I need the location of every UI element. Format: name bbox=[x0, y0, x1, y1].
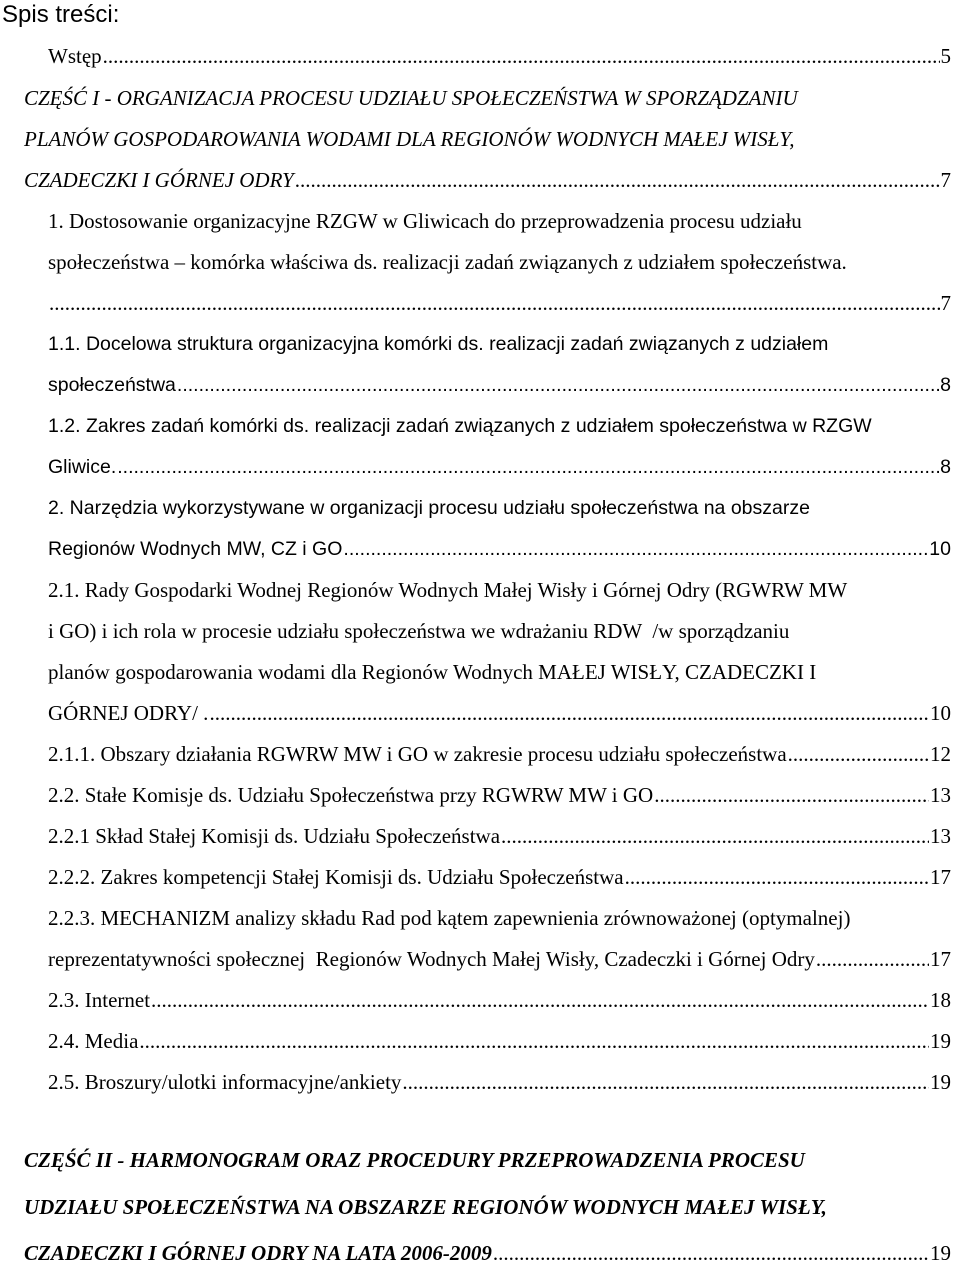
toc-entry-part-2-line-3[interactable] bbox=[24, 1238, 951, 1268]
toc-page-number: 17 bbox=[930, 865, 951, 889]
toc-page-number: 7 bbox=[940, 291, 951, 315]
toc-entry-text: i GO) i ich rola w procesie udziału społeczeństwa we wdrażaniu RDW /w sporządzaniu bbox=[48, 619, 790, 643]
dot-leader bbox=[151, 985, 929, 1015]
toc-page-number: 7 bbox=[940, 168, 951, 192]
toc-entry-text: CZĘŚĆ I - ORGANIZACJA PROCESU UDZIAŁU SPOŁECZEŃSTWA W SPORZĄDZANIU bbox=[24, 86, 798, 110]
toc-page-number: 10 bbox=[929, 538, 951, 560]
toc-entry-2-2-3-line-1[interactable] bbox=[48, 903, 951, 933]
toc-entry-1-2-line-2[interactable] bbox=[48, 452, 951, 482]
toc-entry-text: społeczeństwa bbox=[48, 374, 176, 396]
toc-page-number: 8 bbox=[940, 456, 951, 478]
dot-leader bbox=[103, 41, 940, 71]
toc-entry-part-2-line-1[interactable] bbox=[24, 1145, 951, 1175]
toc-entry-text: GÓRNEJ ODRY/ . bbox=[48, 701, 209, 725]
dot-leader bbox=[295, 165, 940, 195]
toc-entry-text: reprezentatywności społecznej Regionów Wodnych Małej Wisły, Czadeczki i Górnej Odry bbox=[48, 947, 815, 971]
toc-entry-text: 2.3. Internet bbox=[48, 988, 151, 1012]
toc-entry-part-1-line-1[interactable] bbox=[24, 83, 951, 113]
toc-entry-2-5[interactable] bbox=[48, 1067, 951, 1097]
toc-entry-2-4[interactable] bbox=[48, 1026, 951, 1056]
dot-leader bbox=[625, 862, 929, 892]
toc-page-number: 8 bbox=[940, 374, 951, 396]
toc-entry-text: 2.2. Stałe Komisje ds. Udziału Społeczeństwa przy RGWRW MW i GO bbox=[48, 783, 654, 807]
dot-leader bbox=[209, 698, 929, 728]
toc-heading: Spis treści: bbox=[2, 1, 120, 28]
toc-entry-text: PLANÓW GOSPODAROWANIA WODAMI DLA REGIONÓW WODNYCH MAŁEJ WISŁY, bbox=[24, 127, 795, 151]
dot-leader bbox=[117, 452, 939, 482]
toc-entry-intro[interactable] bbox=[48, 41, 951, 71]
toc-entry-2-line-1[interactable] bbox=[48, 493, 951, 523]
toc-entry-2-2-2[interactable] bbox=[48, 862, 951, 892]
toc-entry-2-1-line-3[interactable] bbox=[48, 657, 951, 687]
toc-entry-1-line-1[interactable] bbox=[48, 206, 951, 236]
dot-leader bbox=[788, 739, 929, 769]
toc-entry-text: UDZIAŁU SPOŁECZEŃSTWA NA OBSZARZE REGIONÓW WODNYCH MAŁEJ WISŁY, bbox=[24, 1195, 827, 1219]
dot-leader bbox=[139, 1026, 929, 1056]
toc-entry-1-1-line-2[interactable] bbox=[48, 370, 951, 400]
toc-entry-2-1-line-2[interactable] bbox=[48, 616, 951, 646]
toc-entry-2-line-2[interactable] bbox=[48, 534, 951, 564]
dot-leader bbox=[177, 370, 939, 400]
toc-entry-text: 2.1. Rady Gospodarki Wodnej Regionów Wodnych Małej Wisły i Górnej Odry (RGWRW MW bbox=[48, 578, 848, 602]
toc-entry-1-line-2[interactable] bbox=[48, 247, 951, 277]
toc-page-number: 18 bbox=[930, 988, 951, 1012]
toc-entry-2-2[interactable] bbox=[48, 780, 951, 810]
toc-entry-2-2-3-line-2[interactable] bbox=[48, 944, 951, 974]
toc-page-number: 13 bbox=[930, 783, 951, 807]
toc-page-number: 19 bbox=[930, 1029, 951, 1053]
toc-entry-text: CZADECZKI I GÓRNEJ ODRY bbox=[24, 168, 294, 192]
toc-entry-text: 2.1.1. Obszary działania RGWRW MW i GO w zakresie procesu udziału społeczeństwa bbox=[48, 742, 787, 766]
toc-entry-text: Gliwice. bbox=[48, 456, 117, 478]
toc-page-number: 12 bbox=[930, 742, 951, 766]
toc-entry-text: Regionów Wodnych MW, CZ i GO bbox=[48, 538, 343, 560]
dot-leader bbox=[343, 534, 928, 564]
toc-entry-1-line-3[interactable] bbox=[48, 288, 951, 318]
toc-entry-text: Wstęp bbox=[48, 44, 102, 68]
toc-entry-2-1-line-1[interactable] bbox=[48, 575, 951, 605]
dot-leader bbox=[501, 821, 929, 851]
toc-entry-part-1-line-2[interactable] bbox=[24, 124, 951, 154]
toc-entry-text: 2. Narzędzia wykorzystywane w organizacji procesu udziału społeczeństwa na obszarze bbox=[48, 497, 810, 519]
toc-entry-1-1-line-1[interactable] bbox=[48, 329, 951, 359]
toc-entry-text: CZADECZKI I GÓRNEJ ODRY NA LATA 2006-2009 bbox=[24, 1241, 492, 1265]
toc-entry-part-2-line-2[interactable] bbox=[24, 1192, 951, 1222]
toc-entry-part-1-line-3[interactable] bbox=[24, 165, 951, 195]
toc-entry-2-1-1[interactable] bbox=[48, 739, 951, 769]
toc-entry-text: 1. Dostosowanie organizacyjne RZGW w Gliwicach do przeprowadzenia procesu udziału bbox=[48, 209, 802, 233]
toc-entry-1-2-line-1[interactable] bbox=[48, 411, 951, 441]
dot-leader bbox=[816, 944, 929, 974]
toc-entry-text: społeczeństwa – komórka właściwa ds. realizacji zadań związanych z udziałem społeczeństwa. bbox=[48, 250, 847, 274]
dot-leader bbox=[654, 780, 929, 810]
toc-entry-text: 2.2.1 Skład Stałej Komisji ds. Udziału Społeczeństwa bbox=[48, 824, 501, 848]
toc-page-number: 19 bbox=[930, 1070, 951, 1094]
toc-entry-2-3[interactable] bbox=[48, 985, 951, 1015]
toc-page-number: 17 bbox=[930, 947, 951, 971]
toc-entry-text: 1.1. Docelowa struktura organizacyjna komórki ds. realizacji zadań związanych z udziałem bbox=[48, 333, 829, 355]
toc-entry-text: 2.5. Broszury/ulotki informacyjne/ankiety bbox=[48, 1070, 402, 1094]
toc-page-number: 5 bbox=[940, 44, 951, 68]
toc-entry-text: planów gospodarowania wodami dla Regionów Wodnych MAŁEJ WISŁY, CZADECZKI I bbox=[48, 660, 817, 684]
toc-entry-text: 2.2.2. Zakres kompetencji Stałej Komisji ds. Udziału Społeczeństwa bbox=[48, 865, 624, 889]
toc-page-number: 10 bbox=[930, 701, 951, 725]
toc-entry-2-2-1[interactable] bbox=[48, 821, 951, 851]
toc-entry-text: 1.2. Zakres zadań komórki ds. realizacji zadań związanych z udziałem społeczeństwa w RZGW bbox=[48, 415, 872, 437]
dot-leader bbox=[49, 288, 940, 318]
dot-leader bbox=[493, 1238, 929, 1268]
toc-page-number: 19 bbox=[930, 1241, 951, 1265]
toc-entry-text: 2.4. Media bbox=[48, 1029, 139, 1053]
dot-leader bbox=[402, 1067, 929, 1097]
toc-entry-text: 2.2.3. MECHANIZM analizy składu Rad pod kątem zapewnienia zrównoważonej (optymalnej) bbox=[48, 906, 851, 930]
toc-entry-2-1-line-4[interactable] bbox=[48, 698, 951, 728]
toc-entry-text: CZĘŚĆ II - HARMONOGRAM ORAZ PROCEDURY PRZEPROWADZENIA PROCESU bbox=[24, 1148, 805, 1172]
toc-page-number: 13 bbox=[930, 824, 951, 848]
